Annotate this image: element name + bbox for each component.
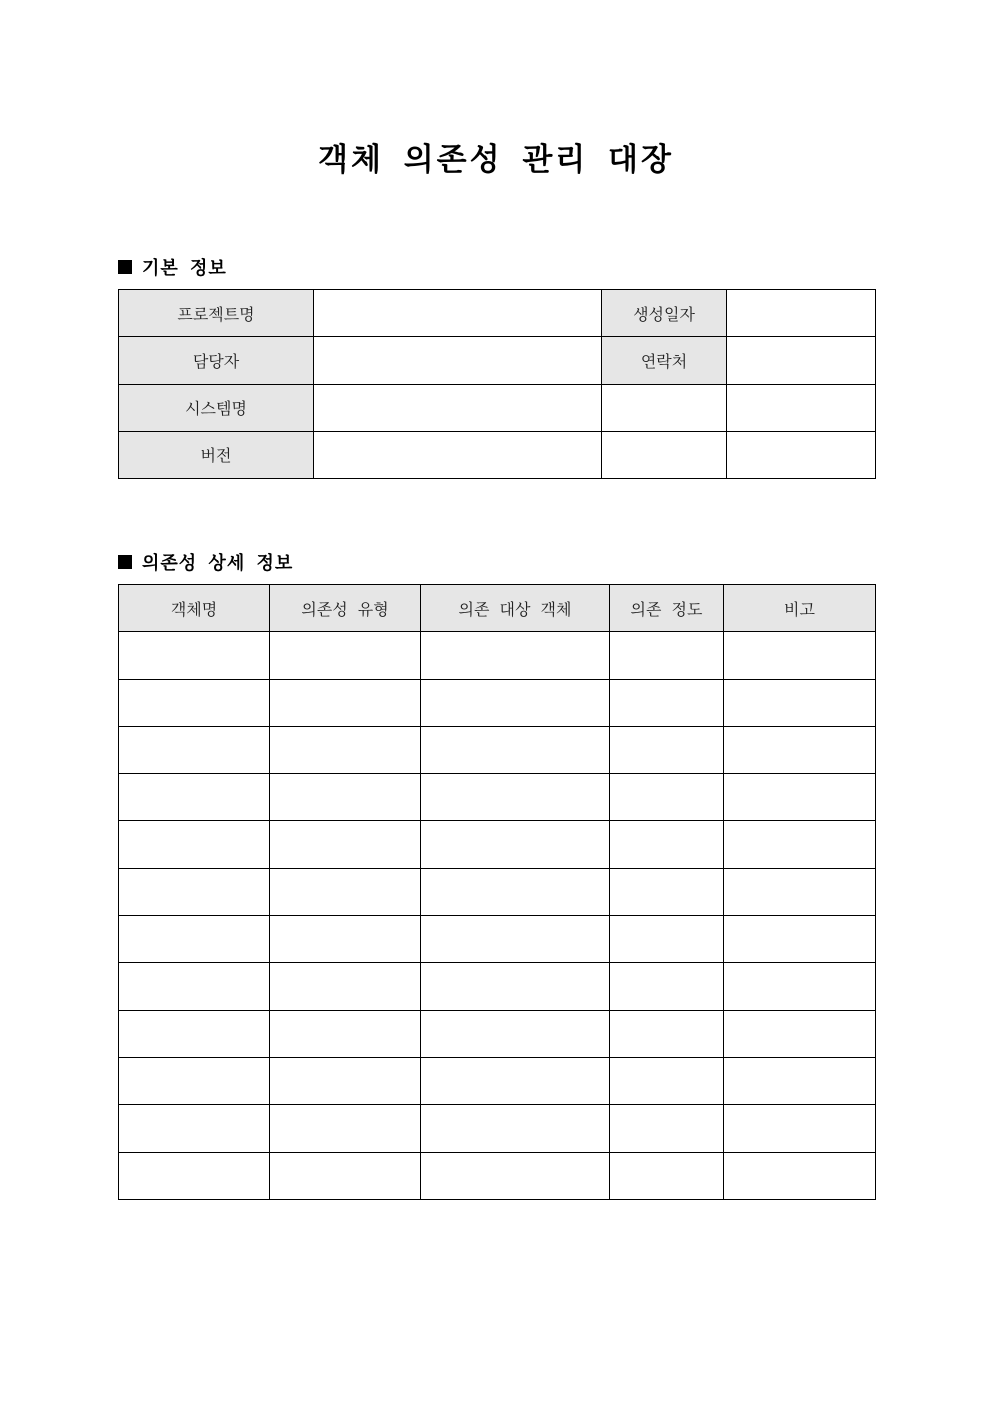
remarks-cell[interactable] xyxy=(724,868,876,915)
table-row xyxy=(119,1010,876,1057)
dependency-type-cell[interactable] xyxy=(270,726,421,773)
dependency-type-cell[interactable] xyxy=(270,632,421,679)
dependency-level-cell[interactable] xyxy=(610,1152,724,1199)
dependency-type-cell[interactable] xyxy=(270,774,421,821)
object-name-cell[interactable] xyxy=(119,1010,270,1057)
table-row xyxy=(119,632,876,679)
dependency-type-cell[interactable] xyxy=(270,1152,421,1199)
column-header-remarks: 비고 xyxy=(724,585,876,632)
remarks-cell[interactable] xyxy=(724,821,876,868)
blank-cell[interactable] xyxy=(727,384,876,431)
table-row xyxy=(119,384,876,431)
target-object-cell[interactable] xyxy=(421,1105,610,1152)
table-row xyxy=(119,1152,876,1199)
dependency-level-cell[interactable] xyxy=(610,774,724,821)
table-row xyxy=(119,679,876,726)
target-object-cell[interactable] xyxy=(421,632,610,679)
dependency-type-cell[interactable] xyxy=(270,868,421,915)
table-row xyxy=(119,431,876,478)
table-row xyxy=(119,726,876,773)
dependency-type-cell[interactable] xyxy=(270,1010,421,1057)
column-header-dependency-type: 의존성 유형 xyxy=(270,585,421,632)
square-bullet-icon xyxy=(118,260,132,274)
remarks-cell[interactable] xyxy=(724,963,876,1010)
field-label-project-name: 프로젝트명 xyxy=(119,290,314,337)
remarks-cell[interactable] xyxy=(724,1105,876,1152)
object-name-cell[interactable] xyxy=(119,1152,270,1199)
section-heading-label: 기본 정보 xyxy=(142,258,227,279)
remarks-cell[interactable] xyxy=(724,1152,876,1199)
remarks-cell[interactable] xyxy=(724,632,876,679)
table-row xyxy=(119,290,876,337)
section-heading-dependency-detail xyxy=(118,549,293,575)
object-name-cell[interactable] xyxy=(119,632,270,679)
object-name-cell[interactable] xyxy=(119,963,270,1010)
field-label-version: 버전 xyxy=(119,431,314,478)
table-row xyxy=(119,1105,876,1152)
dependency-level-cell[interactable] xyxy=(610,632,724,679)
target-object-cell[interactable] xyxy=(421,963,610,1010)
dependency-level-cell[interactable] xyxy=(610,679,724,726)
target-object-cell[interactable] xyxy=(421,916,610,963)
dependency-level-cell[interactable] xyxy=(610,1105,724,1152)
column-header-object-name: 객체명 xyxy=(119,585,270,632)
column-header-dependency-level: 의존 정도 xyxy=(610,585,724,632)
dependency-level-cell[interactable] xyxy=(610,963,724,1010)
system-name-field[interactable] xyxy=(314,384,602,431)
target-object-cell[interactable] xyxy=(421,821,610,868)
target-object-cell[interactable] xyxy=(421,868,610,915)
field-label-contact: 연락처 xyxy=(602,337,727,384)
target-object-cell[interactable] xyxy=(421,774,610,821)
dependency-level-cell[interactable] xyxy=(610,821,724,868)
project-name-field[interactable] xyxy=(314,290,602,337)
section-heading-label: 의존성 상세 정보 xyxy=(142,553,294,574)
table-row xyxy=(119,916,876,963)
target-object-cell[interactable] xyxy=(421,726,610,773)
target-object-cell[interactable] xyxy=(421,1057,610,1104)
remarks-cell[interactable] xyxy=(724,1010,876,1057)
column-header-target-object: 의존 대상 객체 xyxy=(421,585,610,632)
dependency-detail-table xyxy=(118,584,876,1200)
table-row xyxy=(119,1057,876,1104)
remarks-cell[interactable] xyxy=(724,916,876,963)
target-object-cell[interactable] xyxy=(421,1152,610,1199)
square-bullet-icon xyxy=(118,555,132,569)
object-name-cell[interactable] xyxy=(119,774,270,821)
blank-cell[interactable] xyxy=(602,384,727,431)
object-name-cell[interactable] xyxy=(119,1105,270,1152)
version-field[interactable] xyxy=(314,431,602,478)
field-label-manager: 담당자 xyxy=(119,337,314,384)
section-heading-basic-info xyxy=(118,254,227,280)
target-object-cell[interactable] xyxy=(421,679,610,726)
manager-field[interactable] xyxy=(314,337,602,384)
dependency-level-cell[interactable] xyxy=(610,916,724,963)
table-header-row xyxy=(119,585,876,632)
object-name-cell[interactable] xyxy=(119,868,270,915)
dependency-type-cell[interactable] xyxy=(270,679,421,726)
created-date-field[interactable] xyxy=(727,290,876,337)
object-name-cell[interactable] xyxy=(119,1057,270,1104)
dependency-type-cell[interactable] xyxy=(270,916,421,963)
object-name-cell[interactable] xyxy=(119,726,270,773)
basic-info-table xyxy=(118,289,876,479)
table-row xyxy=(119,963,876,1010)
blank-cell[interactable] xyxy=(602,431,727,478)
dependency-level-cell[interactable] xyxy=(610,868,724,915)
remarks-cell[interactable] xyxy=(724,679,876,726)
remarks-cell[interactable] xyxy=(724,774,876,821)
page-title: 객체 의존성 관리 대장 xyxy=(318,142,674,178)
remarks-cell[interactable] xyxy=(724,1057,876,1104)
field-label-created-date: 생성일자 xyxy=(602,290,727,337)
table-row xyxy=(119,337,876,384)
object-name-cell[interactable] xyxy=(119,679,270,726)
dependency-level-cell[interactable] xyxy=(610,726,724,773)
dependency-level-cell[interactable] xyxy=(610,1010,724,1057)
object-name-cell[interactable] xyxy=(119,821,270,868)
target-object-cell[interactable] xyxy=(421,1010,610,1057)
remarks-cell[interactable] xyxy=(724,726,876,773)
dependency-type-cell[interactable] xyxy=(270,1057,421,1104)
object-name-cell[interactable] xyxy=(119,916,270,963)
dependency-type-cell[interactable] xyxy=(270,1105,421,1152)
table-row xyxy=(119,868,876,915)
dependency-type-cell[interactable] xyxy=(270,821,421,868)
table-row xyxy=(119,774,876,821)
contact-field[interactable] xyxy=(727,337,876,384)
table-row xyxy=(119,821,876,868)
field-label-system-name: 시스템명 xyxy=(119,384,314,431)
dependency-type-cell[interactable] xyxy=(270,963,421,1010)
blank-cell[interactable] xyxy=(727,431,876,478)
dependency-level-cell[interactable] xyxy=(610,1057,724,1104)
